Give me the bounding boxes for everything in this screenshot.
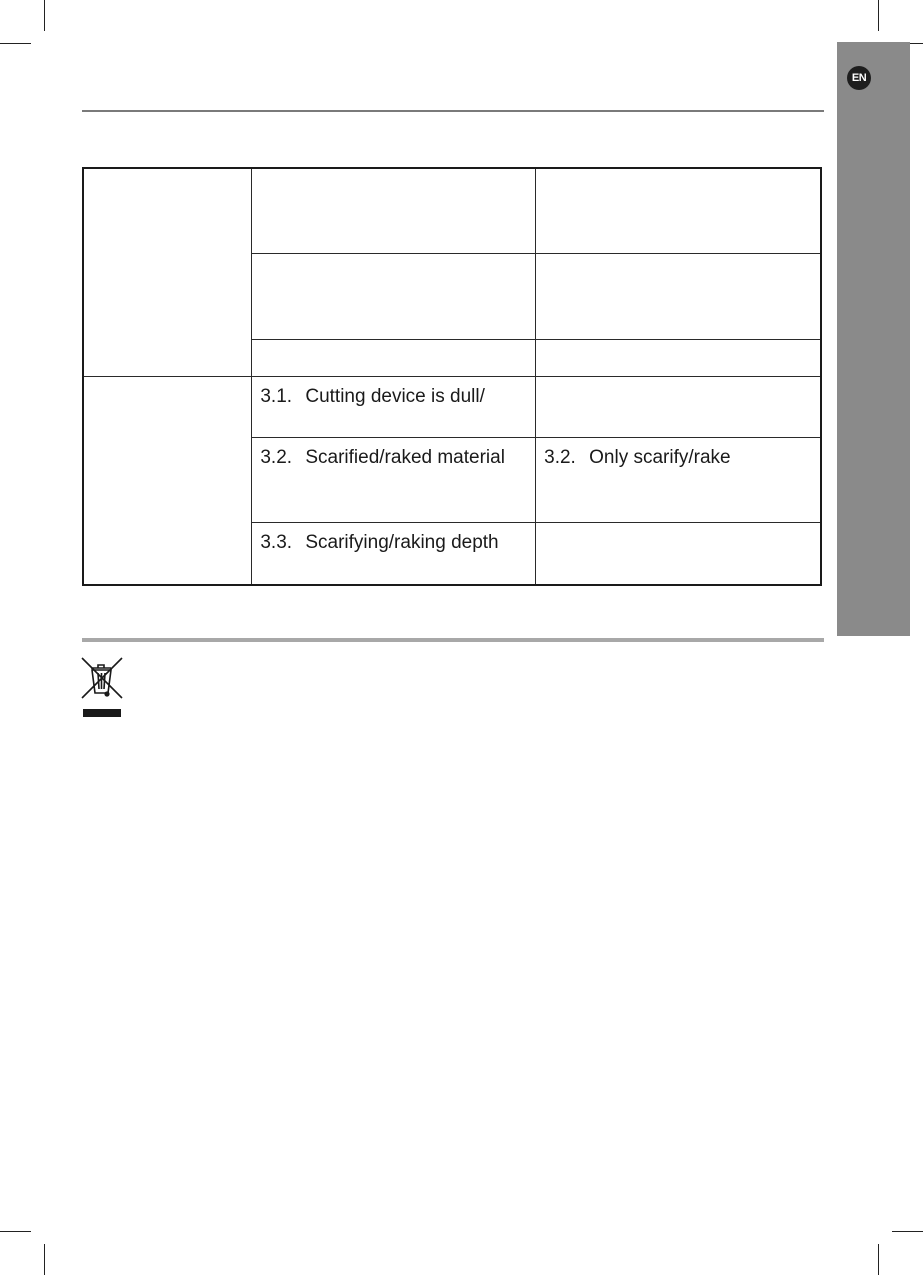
remedy-cell	[536, 168, 821, 253]
language-side-tab	[837, 42, 910, 636]
problem-text	[84, 169, 251, 178]
crop-mark	[0, 43, 31, 44]
troubleshooting-table	[82, 167, 822, 586]
crop-mark	[0, 1231, 31, 1232]
language-badge: EN	[847, 66, 871, 90]
cause-cell	[252, 339, 536, 376]
remedy-cell	[536, 253, 821, 339]
crossed-out-wheelie-bin-icon	[80, 656, 124, 718]
cause-cell	[252, 376, 536, 437]
crop-mark	[878, 0, 879, 31]
cause-cell	[252, 168, 536, 253]
crop-mark	[892, 1231, 923, 1232]
remedy-cell	[536, 522, 821, 585]
section-divider	[82, 110, 824, 112]
cause-number: 3.1.	[260, 385, 293, 407]
remedy-cell	[536, 376, 821, 437]
table-row	[83, 376, 821, 437]
problem-cell	[83, 168, 252, 376]
crop-mark	[878, 1244, 879, 1275]
cause-text: Scarified/raked material	[305, 446, 505, 468]
crop-mark	[44, 0, 45, 31]
section-divider	[82, 638, 824, 642]
problem-cell	[83, 376, 252, 585]
crop-mark	[44, 1244, 45, 1275]
cause-number: 3.2.	[260, 446, 293, 468]
cause-number: 3.3.	[260, 531, 293, 553]
remedy-text: Only scarify/rake	[589, 446, 731, 468]
cause-text: Scarifying/raking depth	[305, 531, 499, 553]
cause-cell	[252, 253, 536, 339]
cause-cell	[252, 437, 536, 522]
problem-text	[84, 377, 251, 386]
remedy-number: 3.2.	[544, 446, 576, 468]
table-row	[83, 168, 821, 253]
remedy-cell	[536, 339, 821, 376]
cause-text: Cutting device is dull/	[305, 385, 485, 407]
cause-cell	[252, 522, 536, 585]
remedy-cell	[536, 437, 821, 522]
